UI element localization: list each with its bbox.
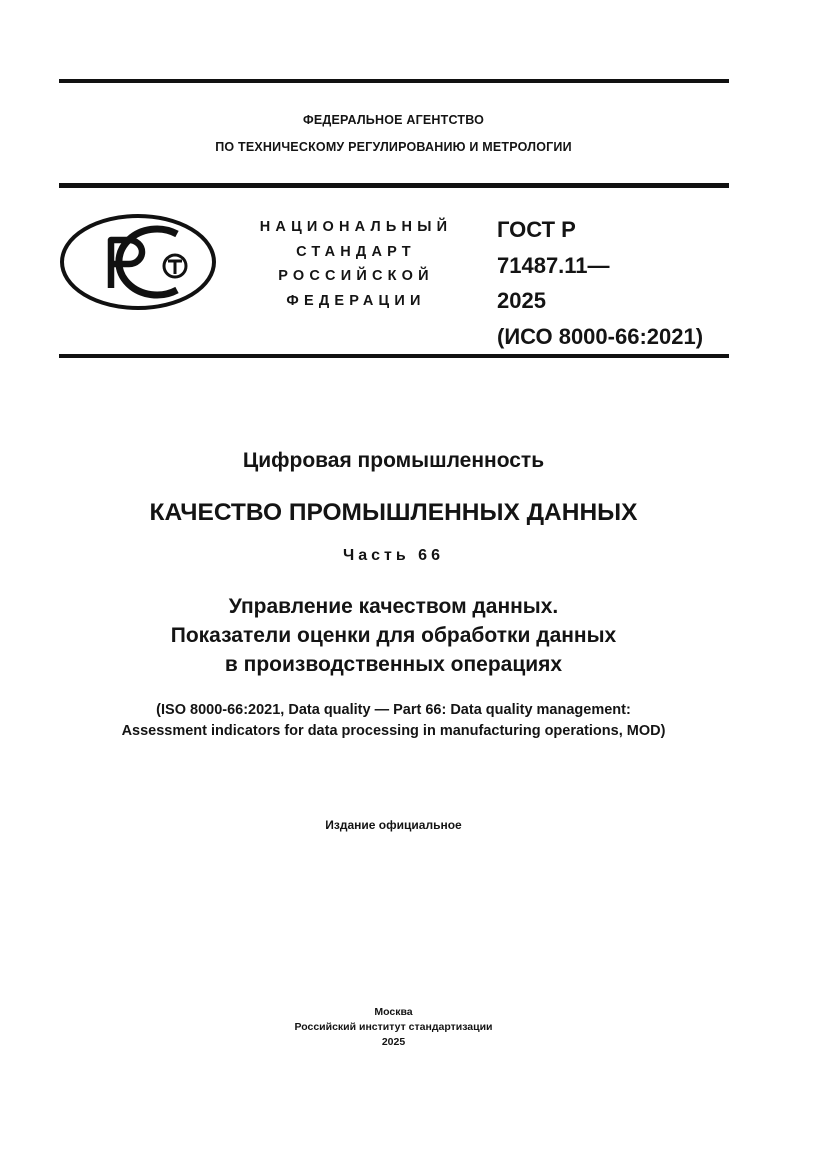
series-title: Цифровая промышленность [242, 449, 545, 472]
top-rule [59, 79, 729, 83]
agency-name-line-1: ФЕДЕРАЛЬНОЕ АГЕНТСТВО [302, 113, 485, 127]
main-title: КАЧЕСТВО ПРОМЫШЛЕННЫХ ДАННЫХ [149, 499, 638, 526]
designation-line-1: ГОСТ Р [497, 217, 576, 242]
designation-rule [59, 354, 729, 358]
standard-designation [497, 212, 703, 354]
imprint-city: Москва [374, 1006, 413, 1018]
official-edition-label: Издание официальное [325, 818, 462, 832]
part-number: Часть 66 [343, 547, 444, 564]
designation-line-2: 71487.11— [497, 252, 610, 278]
imprint-publisher: Российский институт стандартизации [294, 1021, 493, 1033]
subtitle-line-2: Показатели оценки для обработки данных [170, 624, 617, 647]
national-standard-line-3: РОССИЙСКОЙ [278, 268, 434, 284]
agency-name-line-2: ПО ТЕХНИЧЕСКОМУ РЕГУЛИРОВАНИЮ И МЕТРОЛОГИИ [215, 140, 572, 154]
designation-line-3: 2025 [497, 288, 546, 313]
designation-line-4: (ИСО 8000-66:2021) [497, 323, 704, 349]
national-standard-line-1: НАЦИОНАЛЬНЫЙ [259, 219, 453, 235]
national-standard-line-4: ФЕДЕРАЦИИ [286, 292, 426, 309]
subtitle-line-1: Управление качеством данных. [228, 595, 559, 618]
subtitle-line-3: в производственных операциях [224, 653, 563, 676]
subtitle [0, 592, 787, 679]
national-standard-line-2: СТАНДАРТ [296, 243, 416, 260]
original-reference-line-2: Assessment indicators for data processing in manufacturing operations, MOD) [121, 723, 666, 739]
imprint-year: 2025 [381, 1036, 406, 1048]
imprint [0, 1005, 787, 1050]
national-standard-label [243, 215, 469, 313]
original-reference-line-1: (ISO 8000-66:2021, Data quality — Part 66: Data quality management: [156, 702, 631, 718]
rst-logo-icon [59, 212, 217, 312]
header-rule [59, 183, 729, 188]
original-standard-reference [0, 700, 787, 742]
